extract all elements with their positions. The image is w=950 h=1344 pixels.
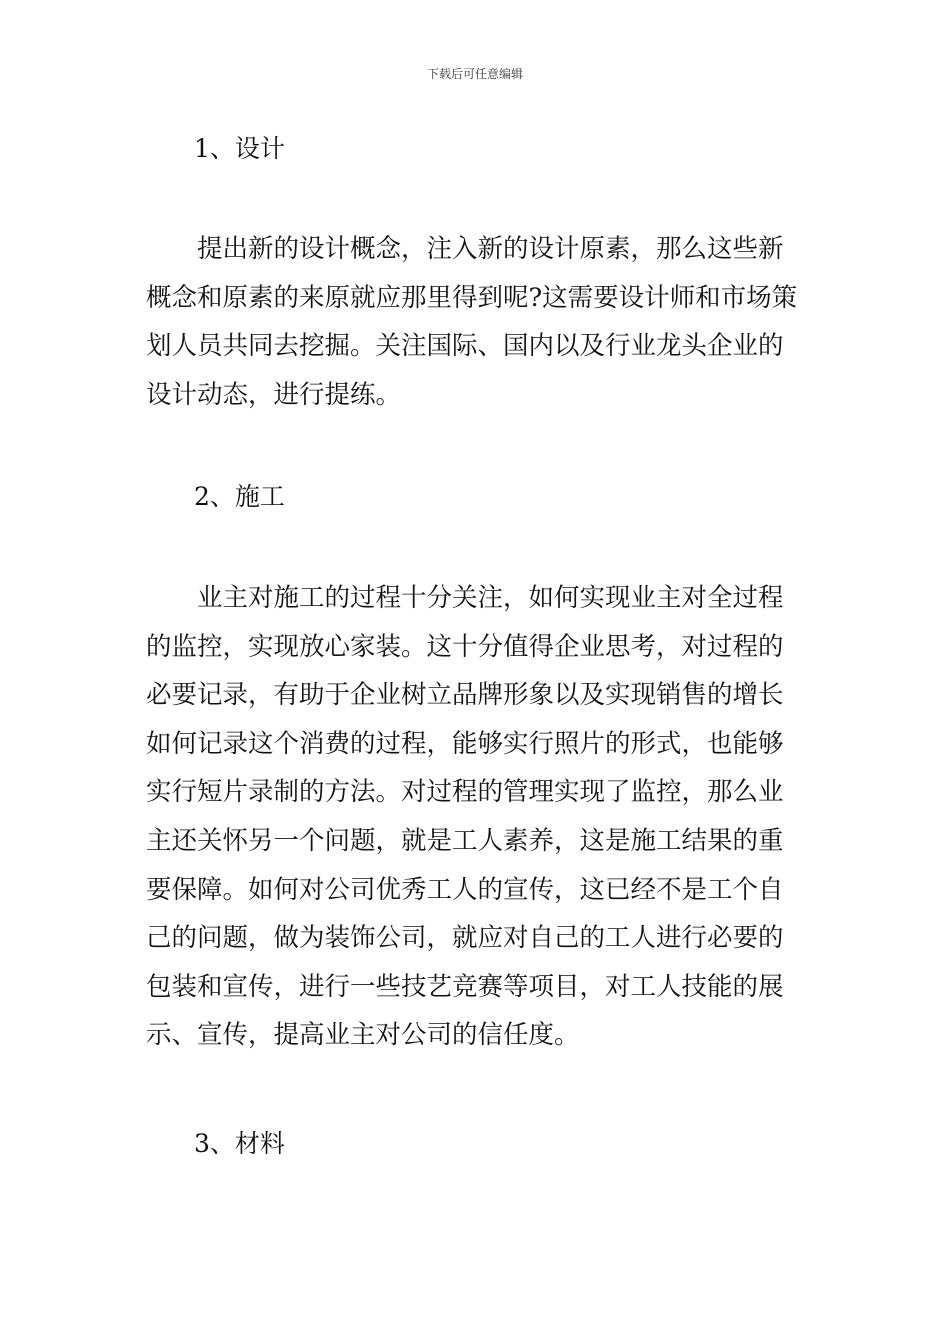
paragraph-line: 的监控，实现放心家装。这十分值得企业思考，对过程的 (146, 631, 784, 662)
paragraph-line: 概念和原素的来原就应那里得到呢?这需要设计师和市场策 (146, 282, 798, 313)
paragraph-line: 己的问题，做为装饰公司，就应对自己的工人进行必要的 (146, 923, 784, 954)
paragraph-line: 主还关怀另一个问题，就是工人素养，这是施工结果的重 (146, 825, 784, 856)
section-heading-design: 1、设计 (194, 134, 285, 163)
paragraph-line: 示、宣传，提高业主对公司的信任度。 (146, 1020, 580, 1051)
paragraph-line: 设计动态，进行提练。 (146, 379, 402, 410)
paragraph-line: 要保障。如何对公司优秀工人的宣传，这已经不是工个自 (146, 874, 784, 905)
header-note: 下载后可任意编辑 (426, 67, 523, 81)
section-paragraph-construction (146, 574, 816, 1060)
section-heading-materials: 3、材料 (194, 1129, 285, 1158)
paragraph-line: 如何记录这个消费的过程，能够实行照片的形式，也能够 (146, 728, 784, 759)
section-paragraph-design (146, 225, 816, 419)
paragraph-line: 划人员共同去挖掘。关注国际、国内以及行业龙头企业的 (146, 331, 784, 362)
paragraph-line: 实行短片录制的方法。对过程的管理实现了监控，那么业 (146, 777, 784, 808)
paragraph-line: 提出新的设计概念，注入新的设计原素，那么这些新 (146, 234, 784, 264)
paragraph-line: 必要记录，有助于企业树立品牌形象以及实现销售的增长 (146, 680, 784, 711)
paragraph-line: 业主对施工的过程十分关注，如何实现业主对全过程 (146, 583, 784, 613)
paragraph-line: 包装和宣传，进行一些技艺竞赛等项目，对工人技能的展 (146, 971, 784, 1002)
section-heading-construction: 2、施工 (194, 482, 285, 511)
